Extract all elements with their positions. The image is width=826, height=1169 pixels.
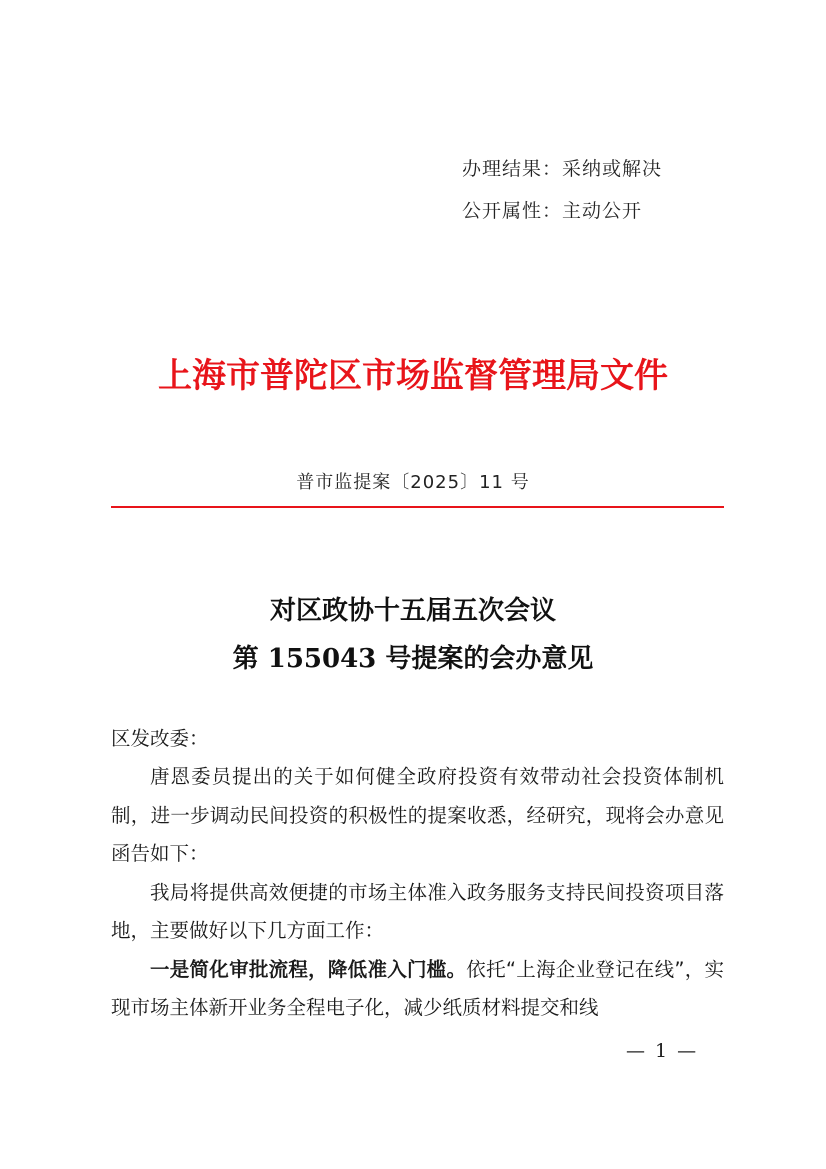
document-title-line-1: 对区政协十五届五次会议 bbox=[269, 596, 556, 626]
issuer-header: 上海市普陀区市场监督管理局文件 bbox=[158, 356, 668, 396]
document-title-line-2: 第 155043 号提案的会办意见 bbox=[232, 644, 594, 674]
paragraph-3 bbox=[111, 951, 724, 1028]
red-divider bbox=[111, 506, 724, 508]
paragraph-3-text: 依托“上海企业登记在线”，实现市场主体新开业务全程电子化，减少纸质材料提交和线 bbox=[111, 957, 724, 1019]
document-number: 普市监提案〔2025〕11 号 bbox=[296, 472, 530, 493]
paragraph-2: 我局将提供高效便捷的市场主体准入政务服务支持民间投资项目落地，主要做好以下几方面工作： bbox=[111, 880, 724, 942]
page-number: — 1 — bbox=[626, 1040, 699, 1062]
handling-result: 办理结果：采纳或解决 bbox=[462, 158, 663, 180]
salutation: 区发改委： bbox=[111, 727, 209, 750]
paragraph-1: 唐恩委员提出的关于如何健全政府投资有效带动社会投资体制机制，进一步调动民间投资的积极性的提案收悉，经研究，现将会办意见函告如下： bbox=[111, 765, 724, 865]
disclosure-attribute: 公开属性：主动公开 bbox=[462, 200, 643, 222]
paragraph-3-lead: 一是简化审批流程，降低准入门槛。 bbox=[150, 957, 467, 981]
body-content bbox=[111, 758, 724, 1028]
